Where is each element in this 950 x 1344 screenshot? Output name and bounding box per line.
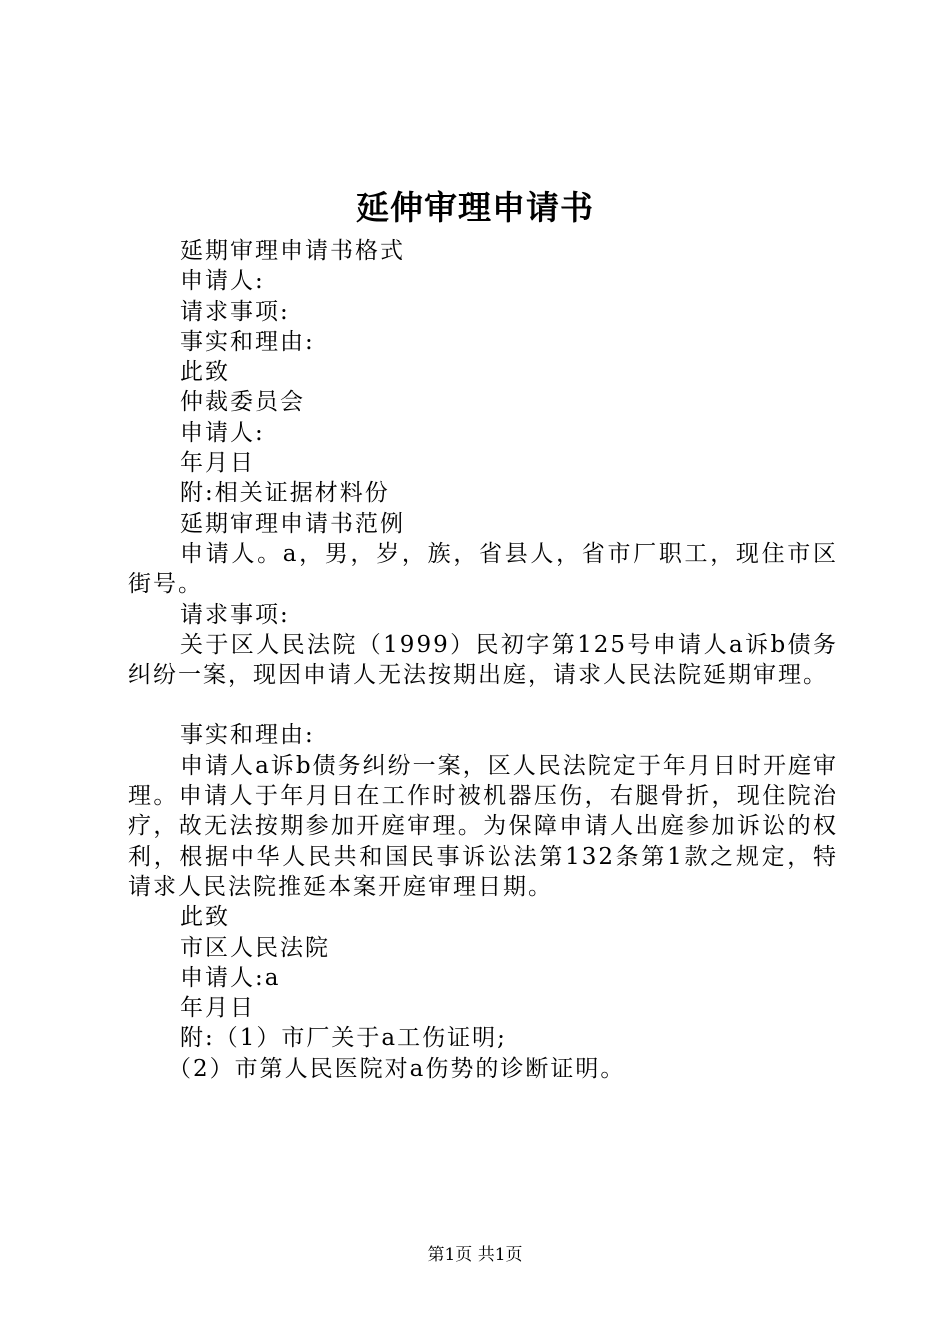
paragraph-salutation: 此致 (180, 359, 230, 386)
paragraph-example-request-body: 关于区人民法院（1999）民初字第125号申请人a诉b债务纠纷一案，现因申请人无法按期出庭，请求人民法院延期审理。 (128, 631, 838, 689)
paragraph-format-heading: 延期审理申请书格式 (180, 238, 405, 264)
paragraph-example-attachment-2: （2）市第人民医院对a伤势的诊断证明。 (168, 1055, 626, 1082)
paragraph-example-salutation: 此致 (180, 904, 230, 931)
page-footer: 第1页 共1页 (427, 1245, 523, 1265)
paragraph-recipient: 仲裁委员会 (180, 389, 305, 416)
paragraph-applicant: 申请人: (180, 268, 265, 295)
paragraph-example-facts-heading: 事实和理由: (180, 722, 315, 749)
page-title: 延伸审理申请书 (356, 188, 594, 227)
paragraph-attachment: 附:相关证据材料份 (180, 480, 390, 507)
paragraph-request-items: 请求事项: (180, 298, 290, 325)
paragraph-signature: 申请人: (180, 419, 265, 446)
paragraph-example-applicant: 申请人。a，男，岁，族，省县人，省市厂职工，现住市区街号。 (128, 540, 838, 598)
document-body (128, 236, 838, 1084)
paragraph-example-date: 年月日 (180, 995, 255, 1022)
paragraph-example-attachment-1: 附:（1）市厂关于a工伤证明; (180, 1025, 507, 1052)
paragraph-date: 年月日 (180, 450, 255, 477)
paragraph-example-recipient: 市区人民法院 (180, 934, 330, 961)
paragraph-example-heading: 延期审理申请书范例 (180, 510, 405, 537)
paragraph-facts-reasons: 事实和理由: (180, 328, 315, 355)
paragraph-example-signature: 申请人:a (180, 964, 281, 991)
paragraph-example-facts-body: 申请人a诉b债务纠纷一案，区人民法院定于年月日时开庭审理。申请人于年月日在工作时被机器压伤，右腿骨折，现住院治疗，故无法按期参加开庭审理。为保障申请人出庭参加诉讼的权利，根据中华人民共和国民事诉讼法第132条第1款之规定，特请求人民法院推延本案开庭审理日期。 (128, 752, 838, 900)
paragraph-example-request-heading: 请求事项: (180, 601, 290, 628)
